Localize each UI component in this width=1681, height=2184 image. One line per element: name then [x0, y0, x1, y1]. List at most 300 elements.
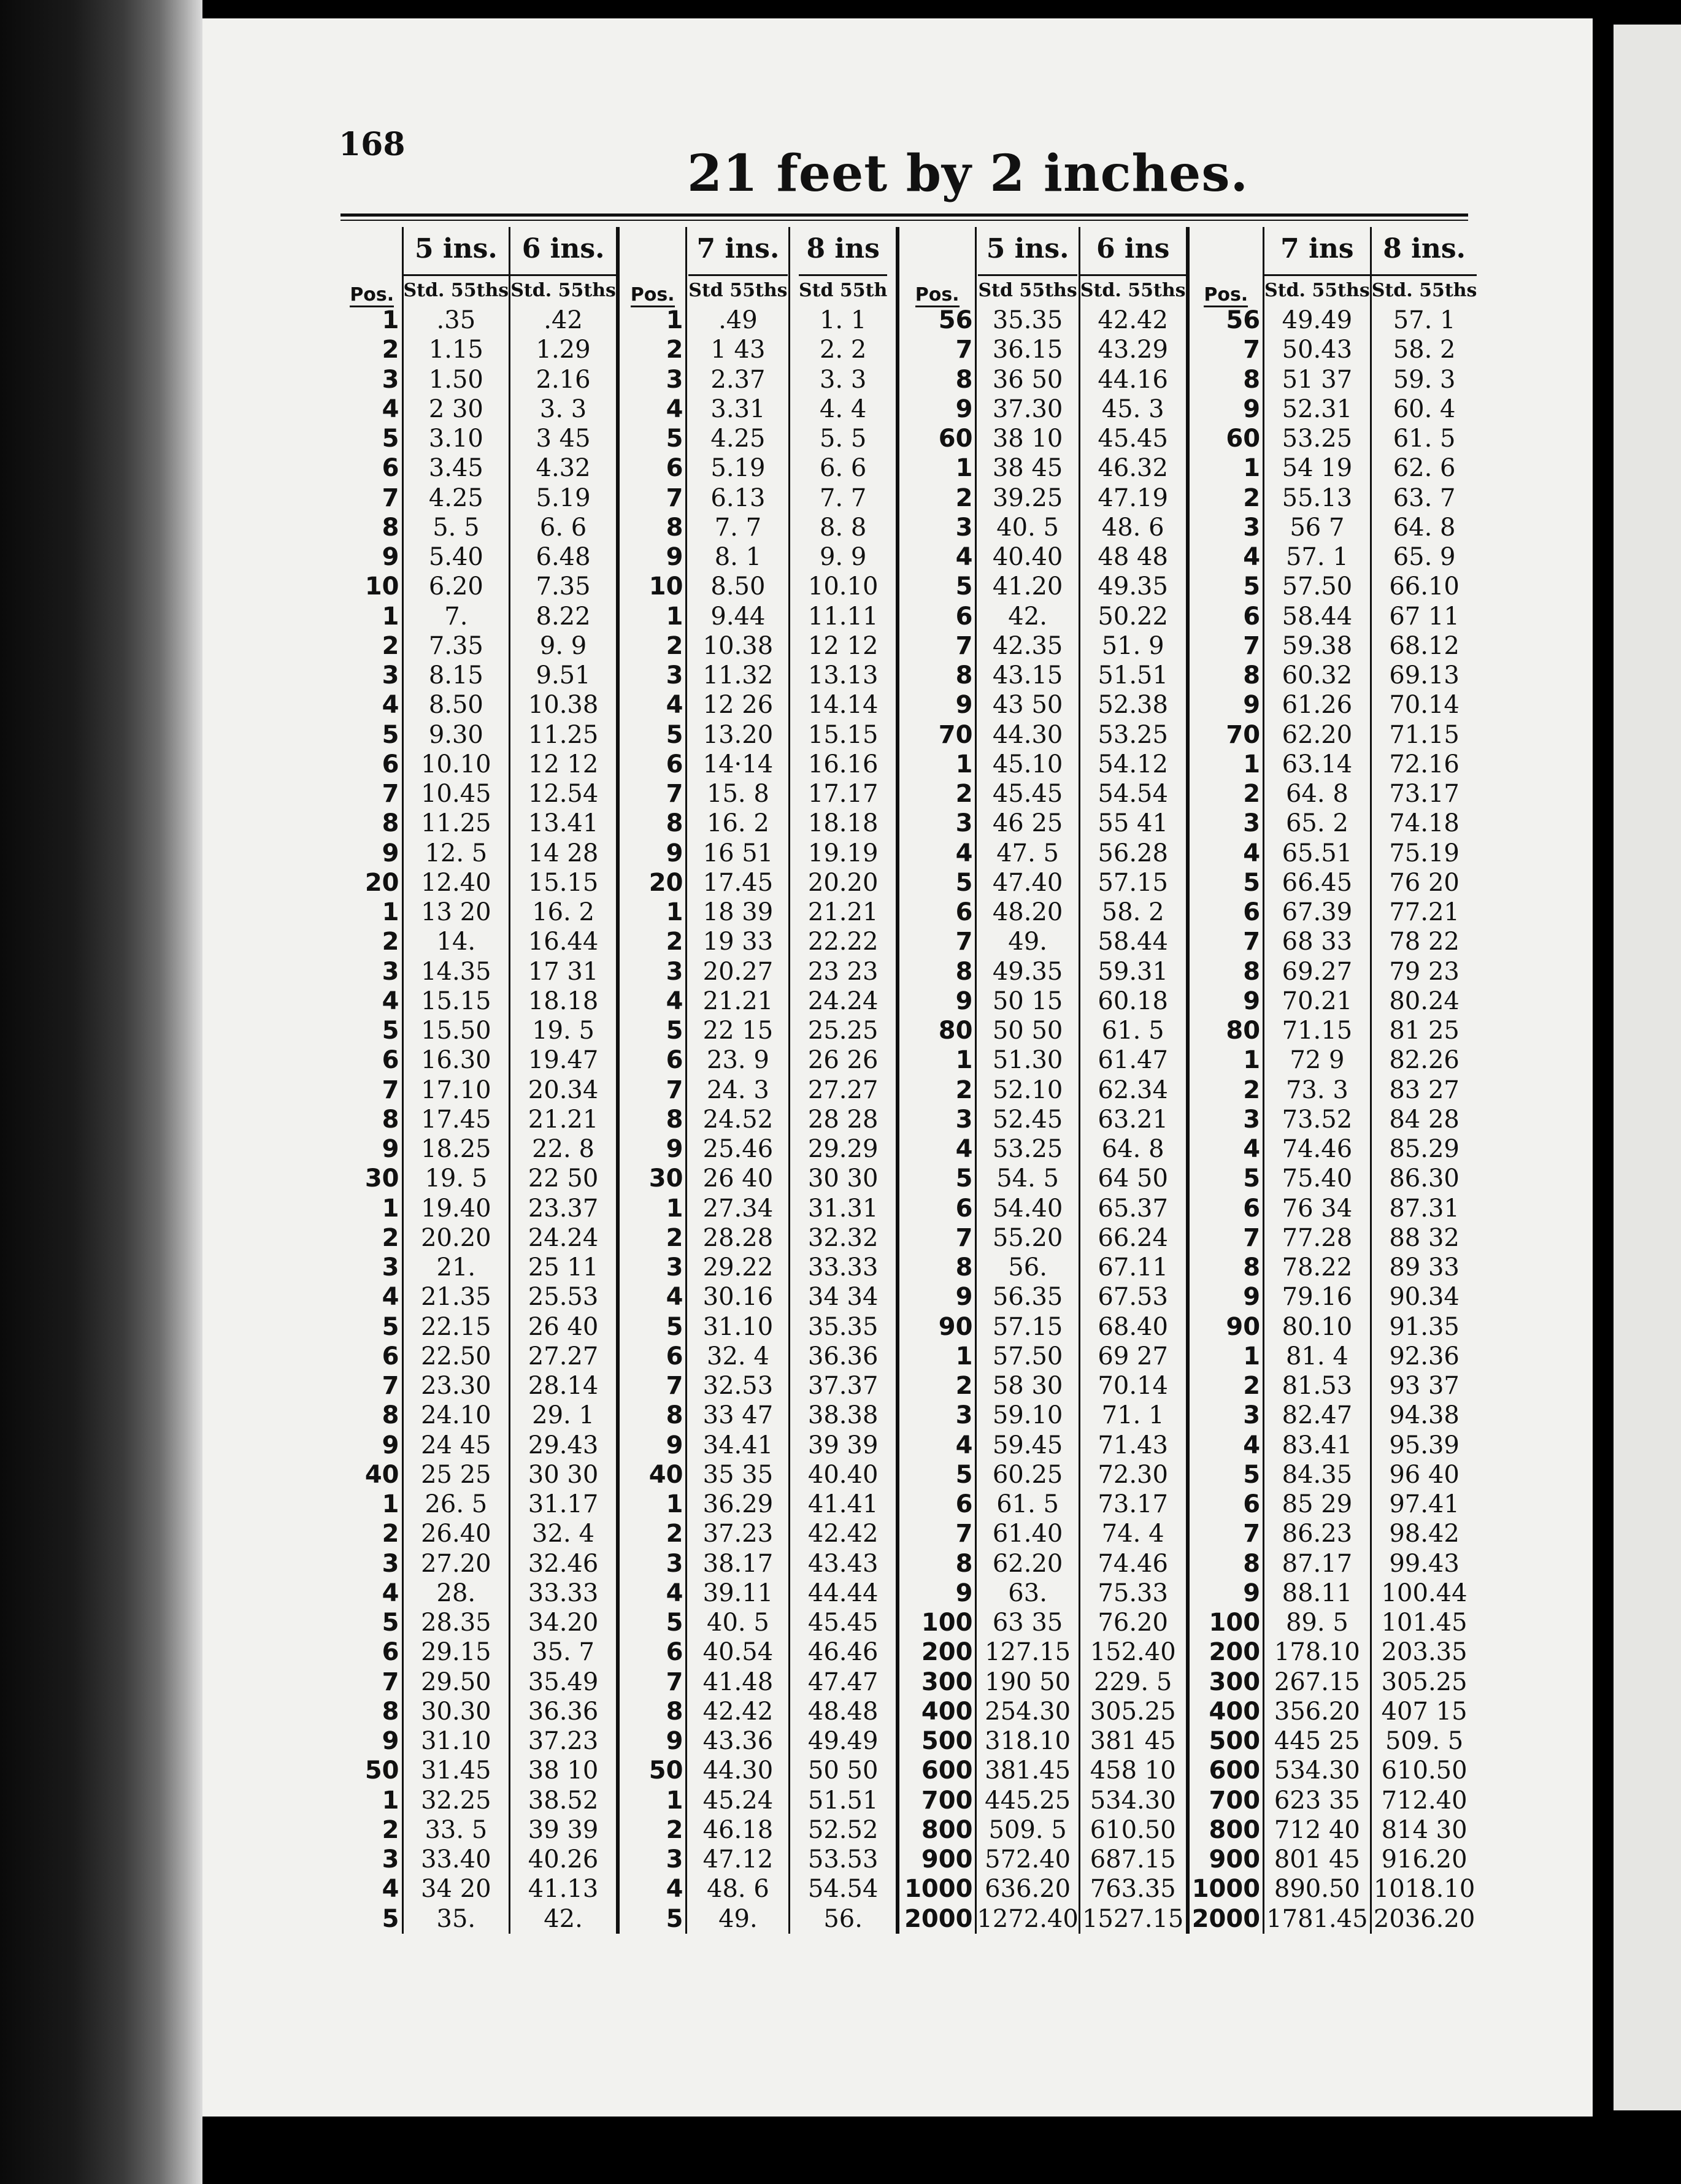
table-row [342, 1371, 1477, 1401]
table-row [342, 1874, 1477, 1904]
std-value: 77.28 [1264, 1223, 1371, 1253]
pos-value: 6 [898, 602, 976, 631]
pos-value: 8 [898, 661, 976, 690]
pos-value: 8 [1188, 1253, 1264, 1282]
table-row [342, 1282, 1477, 1312]
std-value: 14.35 [402, 957, 510, 986]
table-row [342, 365, 1477, 394]
std-value: 5.19 [510, 483, 618, 513]
std-value: 58.44 [1079, 927, 1187, 956]
pos-value: 700 [898, 1786, 976, 1815]
table-row [342, 394, 1477, 424]
table-row [342, 927, 1477, 956]
std-value: 21.21 [790, 898, 898, 927]
table-row [342, 957, 1477, 986]
std-value: 65. 2 [1264, 809, 1371, 838]
pos-value: 7 [342, 779, 402, 809]
std-value: 7.35 [402, 631, 510, 661]
pos-value: 50 [342, 1756, 402, 1785]
std-value: 72.30 [1079, 1460, 1187, 1490]
std-value: 26 40 [510, 1312, 618, 1342]
pos-value: 3 [1188, 513, 1264, 542]
pos-value: 4 [1188, 1431, 1264, 1460]
std-value: 54.40 [976, 1194, 1079, 1223]
std-value: 43.36 [687, 1726, 790, 1756]
std-value: 89. 5 [1264, 1608, 1371, 1637]
std-value: 67 11 [1389, 602, 1460, 631]
std-value: 77.21 [1389, 898, 1460, 927]
table-row [342, 513, 1477, 542]
std-value: 1.50 [402, 365, 510, 394]
pos-value: 9 [342, 1134, 402, 1164]
measurement-table [342, 227, 1477, 1934]
pos-value: 8 [342, 1401, 402, 1430]
std-value: 42. [510, 1904, 618, 1934]
std-value: 47.47 [790, 1667, 898, 1697]
std-value: 22. 8 [510, 1134, 618, 1164]
std-value: 32. 4 [510, 1519, 618, 1548]
column-header-inches: 5 ins. [402, 227, 510, 270]
std-value: 5.40 [402, 542, 510, 572]
std-value: 763.35 [1079, 1874, 1187, 1904]
std-value: 15. 8 [687, 779, 790, 809]
column-subheader-label: Std. 55ths [1264, 274, 1370, 301]
table-row [342, 1164, 1477, 1193]
std-value: 85.29 [1389, 1135, 1460, 1164]
pos-value: 7 [618, 1075, 687, 1105]
std-value: 2. 2 [790, 335, 898, 364]
std-value: 80.24 [1389, 986, 1460, 1015]
column-subheader-label: Std. 55ths [510, 274, 616, 301]
std-value: 916.20 [1381, 1845, 1468, 1874]
std-value: 61. 5 [976, 1490, 1079, 1519]
pos-value: 700 [1188, 1786, 1264, 1815]
std-value: 2036.20 [1373, 1904, 1475, 1933]
std-value: 30.16 [687, 1282, 790, 1312]
pos-value: 9 [1188, 1282, 1264, 1312]
std-value: 8. 1 [687, 542, 790, 572]
pos-value: 300 [898, 1667, 976, 1697]
std-value: 381.45 [976, 1756, 1079, 1785]
std-value: 27.34 [687, 1194, 790, 1223]
std-value: 30 30 [790, 1164, 898, 1193]
std-value: 445 25 [1264, 1726, 1371, 1756]
std-value: 33 47 [687, 1401, 790, 1430]
pos-value: 7 [342, 483, 402, 513]
std-value: 53.25 [1079, 720, 1187, 750]
pos-value: 6 [618, 1342, 687, 1371]
std-value: 26. 5 [402, 1490, 510, 1519]
std-value: 49.49 [790, 1726, 898, 1756]
std-value: 16.44 [510, 927, 618, 956]
std-value: 74.46 [1264, 1134, 1371, 1164]
std-value: 4.32 [510, 453, 618, 483]
std-value: 8.22 [510, 602, 618, 631]
std-value: 32.32 [790, 1223, 898, 1253]
pos-value: 9 [342, 1431, 402, 1460]
table-row [342, 898, 1477, 927]
std-value: 37.37 [790, 1371, 898, 1401]
std-value: 445.25 [976, 1786, 1079, 1815]
pos-value: 7 [1188, 1519, 1264, 1548]
std-value: 1.15 [402, 335, 510, 364]
std-value: 10.38 [687, 631, 790, 661]
std-value: 6.20 [402, 572, 510, 601]
std-value: 47. 5 [976, 839, 1079, 868]
pos-value: 4 [618, 1874, 687, 1904]
std-value: 7. 7 [790, 483, 898, 513]
std-value: 39 39 [790, 1431, 898, 1460]
pos-value: 3 [898, 513, 976, 542]
std-value: 100.44 [1381, 1578, 1468, 1607]
pos-value: 2 [618, 631, 687, 661]
std-value: 712 40 [1264, 1815, 1371, 1845]
std-value: 54 19 [1264, 453, 1371, 483]
std-value: 81.53 [1264, 1371, 1371, 1401]
std-value: 57. 1 [1393, 306, 1456, 335]
column-subheader [402, 270, 510, 306]
column-header-inches: 8 ins [790, 227, 898, 270]
pos-value: 2 [342, 335, 402, 364]
pos-value: 3 [1188, 1401, 1264, 1430]
std-value: 61.40 [976, 1519, 1079, 1548]
table-row [342, 542, 1477, 572]
std-value: 61.47 [1079, 1045, 1187, 1075]
std-value: 16. 2 [510, 898, 618, 927]
table-row [342, 1667, 1477, 1697]
std-value: 79 23 [1389, 957, 1460, 986]
std-value: 69.13 [1389, 661, 1460, 690]
pos-value: 80 [1188, 1016, 1264, 1045]
pos-value: 6 [342, 1342, 402, 1371]
std-value: 28.35 [402, 1608, 510, 1637]
std-value: 88 32 [1389, 1223, 1460, 1252]
std-value: 7. [402, 602, 510, 631]
std-value: 38 45 [976, 453, 1079, 483]
std-value: 25.46 [687, 1134, 790, 1164]
page-title: 21 feet by 2 inches. [687, 144, 1249, 203]
pos-value: 2 [618, 335, 687, 364]
pos-value: 2 [618, 1519, 687, 1548]
pos-value: 4 [342, 1874, 402, 1904]
pos-value: 8 [618, 1105, 687, 1134]
std-value: 12.54 [510, 779, 618, 809]
std-value: 46.46 [790, 1637, 898, 1667]
table-row [342, 1845, 1477, 1874]
std-value: 59.45 [976, 1431, 1079, 1460]
std-value: 32.53 [687, 1371, 790, 1401]
std-value: 40.26 [510, 1845, 618, 1874]
std-value: 56.28 [1079, 839, 1187, 868]
std-value: 50 50 [976, 1016, 1079, 1045]
pos-value: 30 [618, 1164, 687, 1193]
std-value: 127.15 [976, 1637, 1079, 1667]
std-value: 92.36 [1389, 1342, 1460, 1371]
std-value: 24.52 [687, 1105, 790, 1134]
std-value: 3. 3 [790, 365, 898, 394]
pos-column-header [1188, 227, 1264, 306]
std-value: 29.43 [510, 1431, 618, 1460]
pos-value: 1 [618, 602, 687, 631]
pos-value: 500 [1188, 1726, 1264, 1756]
pos-value: 1 [618, 1490, 687, 1519]
pos-value: 3 [342, 1549, 402, 1578]
std-value: 53.53 [790, 1845, 898, 1874]
pos-value: 1 [342, 1786, 402, 1815]
std-value: 74. 4 [1079, 1519, 1187, 1548]
std-value: 48. 6 [1079, 513, 1187, 542]
pos-value: 2 [342, 1223, 402, 1253]
table-row [342, 779, 1477, 809]
std-value: 8.50 [687, 572, 790, 601]
pos-value: 20 [342, 868, 402, 898]
pos-value: 6 [342, 750, 402, 779]
std-value: 52.38 [1079, 690, 1187, 720]
std-value: 39.11 [687, 1578, 790, 1608]
pos-value: 5 [1188, 572, 1264, 601]
std-value: 1272.40 [977, 1904, 1079, 1933]
std-value: 636.20 [976, 1874, 1079, 1904]
table-row [342, 1756, 1477, 1785]
table-row [342, 1194, 1477, 1223]
pos-value: 9 [1188, 690, 1264, 720]
std-value: 21.21 [687, 986, 790, 1016]
pos-value: 2 [618, 927, 687, 956]
std-value: 21.35 [402, 1282, 510, 1312]
std-value: 27.27 [790, 1075, 898, 1105]
std-value: 65. 9 [1393, 543, 1456, 572]
pos-value: 4 [898, 542, 976, 572]
std-value: 13.20 [687, 720, 790, 750]
std-value: 9.44 [687, 602, 790, 631]
std-value: 15.15 [510, 868, 618, 898]
pos-value: 8 [898, 365, 976, 394]
pos-value: 4 [618, 1578, 687, 1608]
pos-value: 20 [618, 868, 687, 898]
pos-value: 5 [1188, 1460, 1264, 1490]
std-value: 14·14 [687, 750, 790, 779]
std-value: 18.25 [402, 1134, 510, 1164]
table-row [342, 1401, 1477, 1430]
std-value: 15.15 [402, 986, 510, 1016]
std-value: 16.16 [790, 750, 898, 779]
pos-value: 10 [618, 572, 687, 601]
std-value: 12. 5 [402, 839, 510, 868]
pos-value: 8 [618, 809, 687, 838]
std-value: 12.40 [402, 868, 510, 898]
pos-value: 7 [618, 483, 687, 513]
pos-value: 4 [898, 839, 976, 868]
pos-value: 7 [618, 1371, 687, 1401]
pos-value: 1 [1188, 750, 1264, 779]
std-value: 48. 6 [687, 1874, 790, 1904]
std-value: 82.26 [1389, 1046, 1460, 1075]
std-value: 16 51 [687, 839, 790, 868]
pos-value: 1 [342, 898, 402, 927]
pos-value: 7 [342, 1667, 402, 1697]
std-value: 12 12 [510, 750, 618, 779]
table-row [342, 839, 1477, 868]
pos-value: 3 [342, 365, 402, 394]
std-value: 41.20 [976, 572, 1079, 601]
pos-value: 2 [1188, 1075, 1264, 1105]
std-value: 29. 1 [510, 1401, 618, 1430]
pos-value: 9 [618, 542, 687, 572]
table-row [342, 690, 1477, 720]
pos-value: 100 [1188, 1608, 1264, 1637]
table-row [342, 424, 1477, 453]
std-value: 87.31 [1389, 1194, 1460, 1223]
std-value: 43.15 [976, 661, 1079, 690]
std-value: 28 28 [790, 1105, 898, 1134]
std-value: 24.24 [790, 986, 898, 1016]
std-value: 62.34 [1079, 1075, 1187, 1105]
pos-value: 90 [898, 1312, 976, 1342]
std-value: 55 41 [1079, 809, 1187, 838]
column-subheader [976, 270, 1079, 306]
pos-value: 60 [898, 424, 976, 453]
std-value: 5.19 [687, 453, 790, 483]
pos-value: 60 [1188, 424, 1264, 453]
column-header-inches: 7 ins. [687, 227, 790, 270]
std-value: 45.45 [790, 1608, 898, 1637]
pos-value: 3 [342, 957, 402, 986]
std-value: 59. 3 [1393, 365, 1456, 394]
pos-value: 3 [898, 809, 976, 838]
std-value: 87.17 [1264, 1549, 1371, 1578]
std-value: 458 10 [1079, 1756, 1187, 1785]
pos-value: 1 [618, 1786, 687, 1815]
std-value: 50 15 [976, 986, 1079, 1016]
std-value: 42.35 [976, 631, 1079, 661]
std-value: 33. 5 [402, 1815, 510, 1845]
pos-value: 10 [342, 572, 402, 601]
pos-value: 3 [1188, 1105, 1264, 1134]
std-value: 17 31 [510, 957, 618, 986]
std-value: 71.15 [1389, 720, 1460, 749]
std-value: 31.31 [790, 1194, 898, 1223]
table-row [342, 1431, 1477, 1460]
column-header-inches: 6 ins [1079, 227, 1187, 270]
pos-value: 2 [898, 779, 976, 809]
std-value: 2.16 [510, 365, 618, 394]
std-value: 26.40 [402, 1519, 510, 1548]
std-value: 53.25 [1264, 424, 1371, 453]
std-value: 16.30 [402, 1045, 510, 1075]
std-value: 3.10 [402, 424, 510, 453]
pos-value: 1 [898, 1045, 976, 1075]
std-value: 24.10 [402, 1401, 510, 1430]
column-subheader-label: Std 55th [799, 274, 887, 301]
pos-value: 2000 [898, 1904, 976, 1934]
table-row [342, 1637, 1477, 1667]
std-value: 56. [790, 1904, 898, 1934]
std-value: 74.46 [1079, 1549, 1187, 1578]
pos-value: 4 [342, 986, 402, 1016]
pos-value: 5 [342, 1312, 402, 1342]
pos-value: 9 [898, 1578, 976, 1608]
std-value: 101.45 [1381, 1609, 1468, 1637]
std-value: 62. 6 [1393, 454, 1456, 483]
std-value: 2.37 [687, 365, 790, 394]
std-value: 46.32 [1079, 453, 1187, 483]
std-value: 20.34 [510, 1075, 618, 1105]
std-value: 86.23 [1264, 1519, 1371, 1548]
std-value: 29.29 [790, 1134, 898, 1164]
pos-value: 3 [618, 661, 687, 690]
std-value: 54.54 [790, 1874, 898, 1904]
std-value: 44.16 [1079, 365, 1187, 394]
pos-column-header [898, 227, 976, 306]
std-value: 94.38 [1389, 1401, 1460, 1430]
pos-value: 600 [1188, 1756, 1264, 1785]
std-value: 64. 8 [1079, 1134, 1187, 1164]
pos-value: 5 [618, 1312, 687, 1342]
table-row [342, 1490, 1477, 1519]
std-value: 66.45 [1264, 868, 1371, 898]
std-value: 82.47 [1264, 1401, 1371, 1430]
pos-value: 3 [618, 1253, 687, 1282]
pos-value: 6 [1188, 602, 1264, 631]
column-subheader [1079, 270, 1187, 306]
std-value: 61. 5 [1079, 1016, 1187, 1045]
std-value: 49.49 [1264, 306, 1371, 335]
std-value: 36.29 [687, 1490, 790, 1519]
std-value: 14.14 [790, 690, 898, 720]
pos-value: 1 [898, 453, 976, 483]
pos-value: 7 [898, 631, 976, 661]
std-value: 57. 1 [1264, 542, 1371, 572]
std-value: 34 20 [402, 1874, 510, 1904]
std-value: 23.30 [402, 1371, 510, 1401]
pos-value: 8 [898, 957, 976, 986]
std-value: 7. 7 [687, 513, 790, 542]
std-value: 534.30 [1079, 1786, 1187, 1815]
std-value: 33.40 [402, 1845, 510, 1874]
std-value: 75.40 [1264, 1164, 1371, 1193]
std-value: 31.45 [402, 1756, 510, 1785]
pos-value: 5 [342, 1016, 402, 1045]
std-value: 51.51 [790, 1786, 898, 1815]
std-value: 407 15 [1381, 1697, 1468, 1726]
pos-value: 1 [342, 306, 402, 335]
std-value: 60.18 [1079, 986, 1187, 1016]
std-value: 38.52 [510, 1786, 618, 1815]
table-row [342, 453, 1477, 483]
pos-value: 9 [618, 1431, 687, 1460]
std-value: 41.13 [510, 1874, 618, 1904]
std-value: 5. 5 [402, 513, 510, 542]
pos-value: 7 [898, 335, 976, 364]
table-row [342, 1786, 1477, 1815]
std-value: 90.34 [1389, 1283, 1460, 1312]
std-value: 15.15 [790, 720, 898, 750]
pos-value: 1 [1188, 1342, 1264, 1371]
std-value: 22.22 [790, 927, 898, 956]
std-value: 58 30 [976, 1371, 1079, 1401]
table-row [342, 572, 1477, 601]
std-value: 22 15 [687, 1016, 790, 1045]
std-value: 10.10 [402, 750, 510, 779]
pos-value: 40 [342, 1460, 402, 1490]
table-row [342, 1519, 1477, 1548]
pos-value: 4 [898, 1134, 976, 1164]
column-subheader [687, 270, 790, 306]
std-value: 43 50 [976, 690, 1079, 720]
std-value: 18.18 [510, 986, 618, 1016]
pos-value: 1 [898, 1342, 976, 1371]
std-value: 99.43 [1389, 1549, 1460, 1578]
